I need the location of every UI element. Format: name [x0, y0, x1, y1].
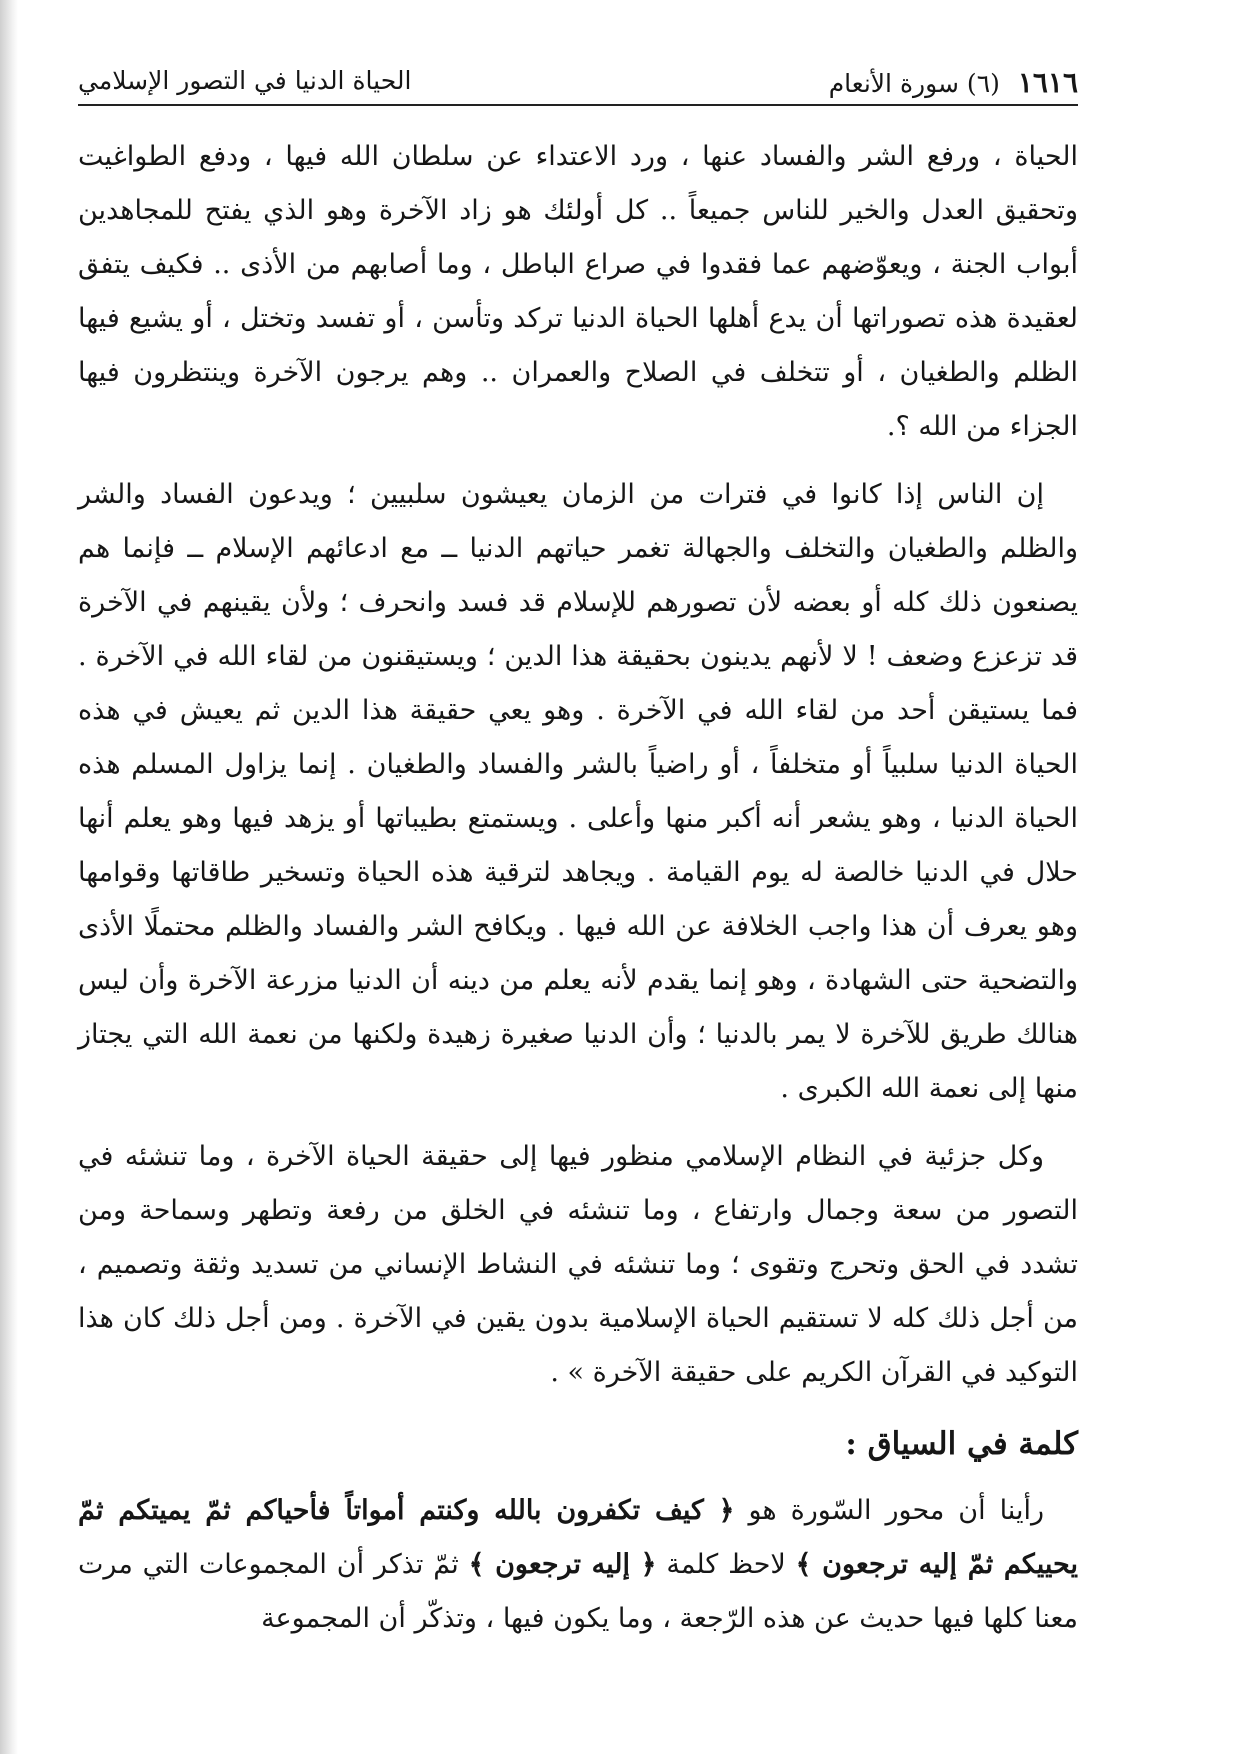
quran-quote-1: ﴿ كيف تكفرون بالله وكنتم أمواتاً فأحياكم ثمّ يميتكم ثمّ يحييكم ثمّ إليه ترجعون ﴾: [78, 1495, 1078, 1580]
scan-edge-shadow: [0, 0, 18, 1754]
surah-label: (٦) سورة الأنعام: [828, 69, 1000, 98]
page-body: [78, 130, 1078, 1646]
paragraph-2: إن الناس إذا كانوا في فترات من الزمان يعيشون سلبيين ؛ ويدعون الفساد والشر والظلم والطغيان والتخلف والجهالة تغمر حياتهم الدنيا ــ مع ادعائهم الإسلام ــ فإنما هم يصنعون ذلك كله أو بعضه لأن تصورهم للإسلام قد فسد وانحرف ؛ ولأن يقينهم في الآخرة قد تزعزع وضعف ! لا لأنهم يدينون بحقيقة هذا الدين ؛ ويستيقنون من لقاء الله في الآخرة . فما يستيقن أحد من لقاء الله في الآخرة . وهو يعي حقيقة هذا الدين ثم يعيش في هذه الحياة الدنيا سلبياً أو متخلفاً ، أو راضياً بالشر والفساد والطغيان . إنما يزاول المسلم هذه الحياة الدنيا ، وهو يشعر أنه أكبر منها وأعلى . ويستمتع بطيباتها أو يزهد فيها وهو يعلم أنها حلال في الدنيا خالصة له يوم القيامة . ويجاهد لترقية هذه الحياة وتسخير طاقاتها وقوامها وهو يعرف أن هذا واجب الخلافة عن الله فيها . ويكافح الشر والفساد والظلم محتملًا الأذى والتضحية حتى الشهادة ، وهو إنما يقدم لأنه يعلم من دينه أن الدنيا مزرعة الآخرة وأن ليس هنالك طريق للآخرة لا يمر بالدنيا ؛ وأن الدنيا صغيرة زهيدة ولكنها من نعمة الله التي يجتاز منها إلى نعمة الله الكبرى .: [78, 479, 1078, 1104]
book-page: [78, 58, 1078, 1660]
section-paragraph: [78, 1484, 1078, 1646]
header-right: [829, 66, 1078, 99]
section-mid-text: لاحظ كلمة: [666, 1549, 786, 1580]
running-title: الحياة الدنيا في التصور الإسلامي: [78, 66, 412, 95]
quran-quote-2: ﴿ إليه ترجعون ﴾: [468, 1549, 657, 1580]
paragraph-3: وكل جزئية في النظام الإسلامي منظور فيها إلى حقيقة الحياة الآخرة ، وما تنشئه في التصور من سعة وجمال وارتفاع ، وما تنشئه في الخلق من رفعة وتطهر وسماحة ومن تشدد في الحق وتحرج وتقوى ؛ وما تنشئه في النشاط الإنساني من تسديد وثقة وتصميم ، من أجل ذلك كله لا تستقيم الحياة الإسلامية بدون يقين في الآخرة . ومن أجل ذلك كان هذا التوكيد في القرآن الكريم على حقيقة الآخرة » .: [78, 1141, 1078, 1388]
page-header: [78, 58, 1078, 106]
section-intro-text: رأينا أن محور السّورة هو: [748, 1495, 1044, 1526]
section-rest-text: ثمّ تذكر أن المجموعات التي مرت معنا كلها فيها حديث عن هذه الرّجعة ، وما يكون فيها ، وتذكّر أن المجموعة: [78, 1549, 1078, 1634]
page-number: ١٦١٦: [1017, 66, 1078, 99]
paragraph-1: الحياة ، ورفع الشر والفساد عنها ، ورد الاعتداء عن سلطان الله فيها ، ودفع الطواغيت وتحقيق العدل والخير للناس جميعاً .. كل أولئك هو زاد الآخرة وهو الذي يفتح للمجاهدين أبواب الجنة ، ويعوّضهم عما فقدوا في صراع الباطل ، وما أصابهم من الأذى .. فكيف يتفق لعقيدة هذه تصوراتها أن يدع أهلها الحياة الدنيا تركد وتأسن ، أو تفسد وتختل ، أو يشيع فيها الظلم والطغيان ، أو تتخلف في الصلاح والعمران .. وهم يرجون الآخرة وينتظرون فيها الجزاء من الله ؟.: [78, 141, 1078, 442]
section-heading: كلمة في السياق :: [845, 1426, 1078, 1462]
